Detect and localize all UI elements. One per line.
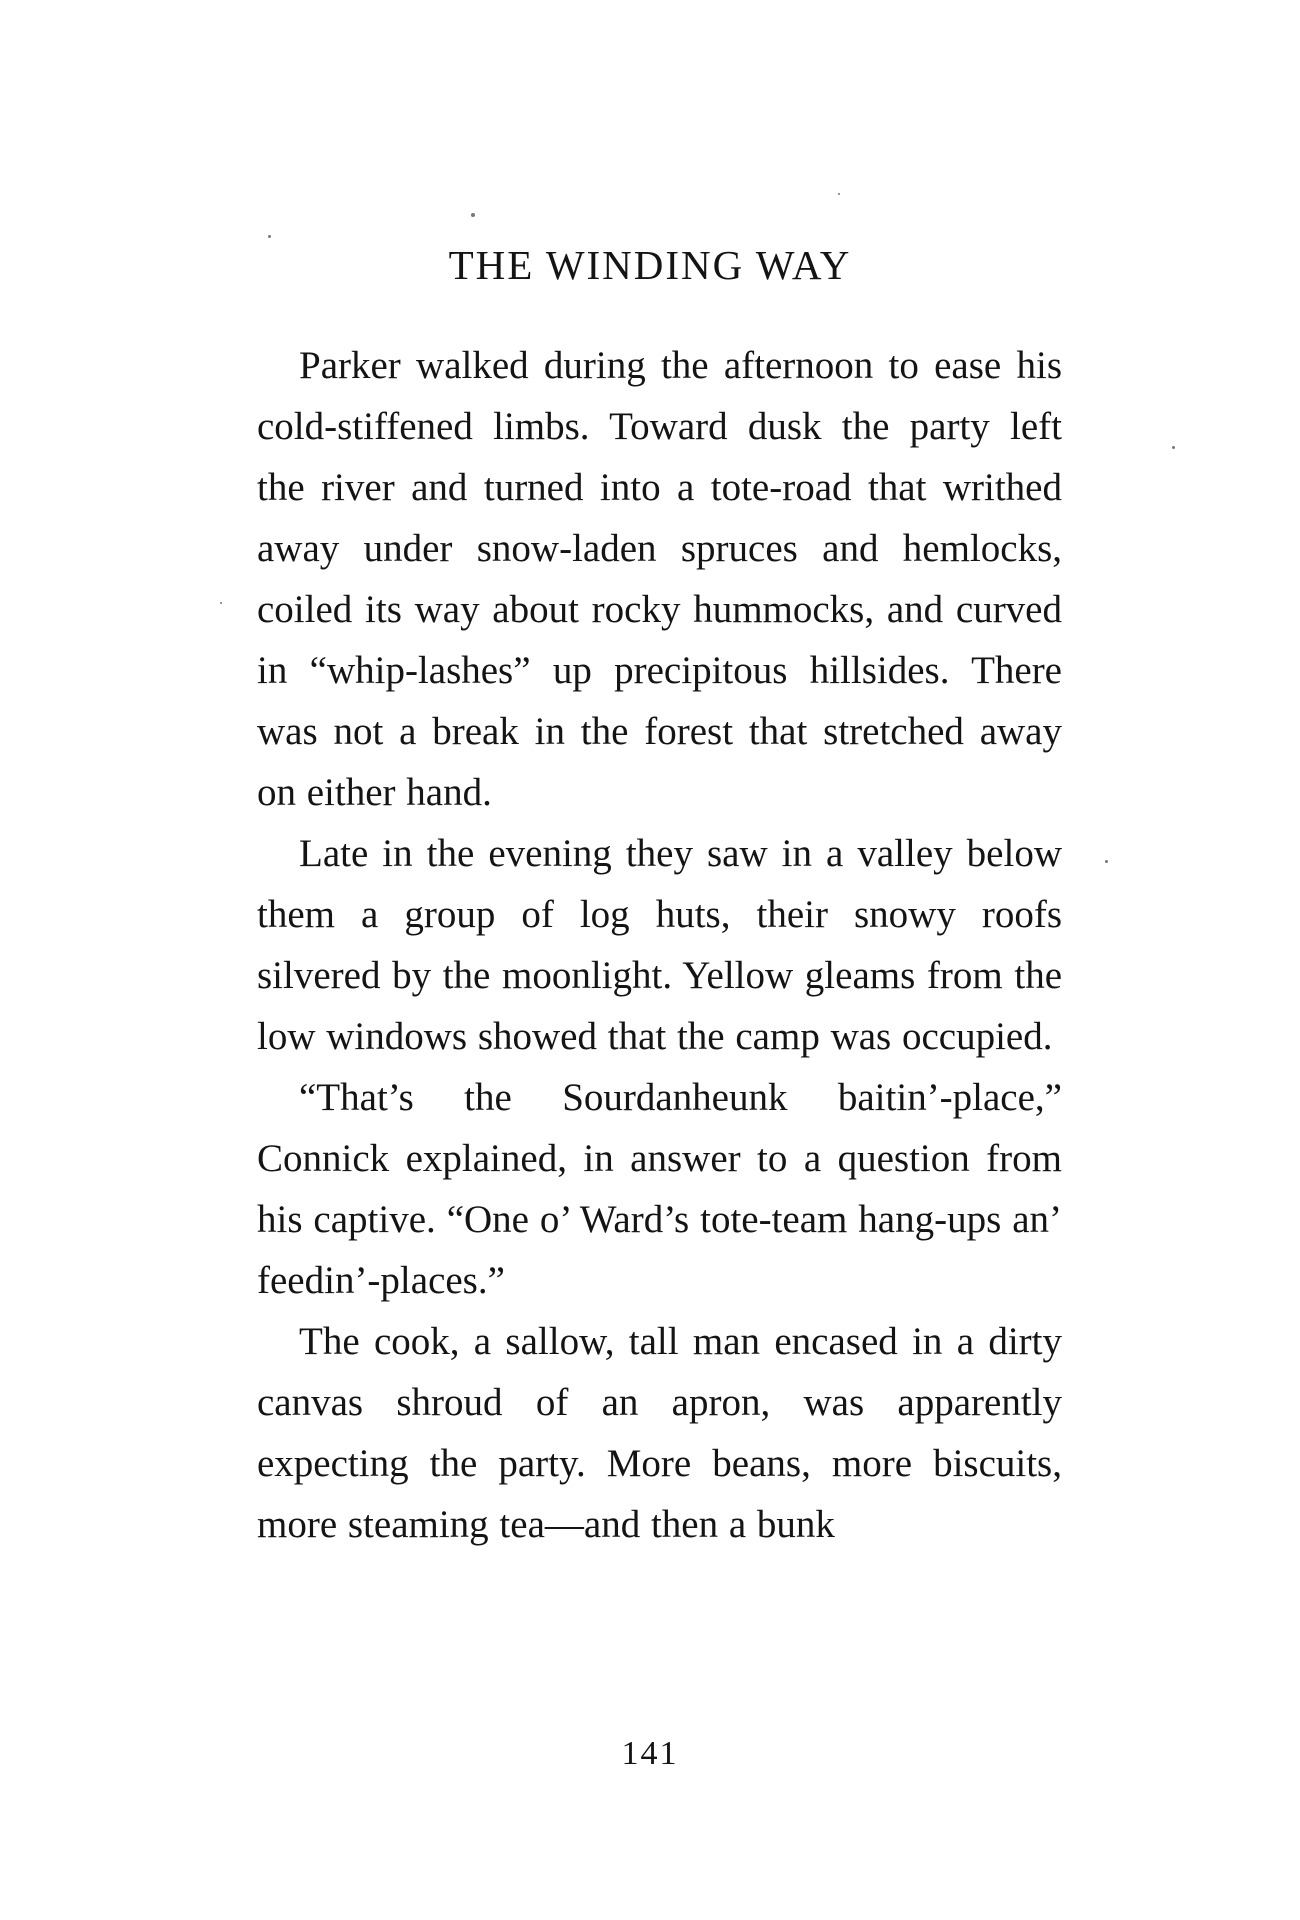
print-speck <box>268 235 271 238</box>
running-head: THE WINDING WAY <box>448 242 852 288</box>
body-text <box>257 335 1062 1555</box>
paragraph: Late in the evening they saw in a valley below them a group of log huts, their snowy roofs silvered by the moonlight. Yellow gleams from the low windows showed that the camp was occupied. <box>257 832 1062 1058</box>
print-speck <box>471 213 475 217</box>
paragraph: “That’s the Sourdanheunk baitin’-place,” Connick explained, in answer to a question from his captive. “One o’ Ward’s tote-team hang-ups an’ feedin’-places.” <box>257 1076 1062 1302</box>
paragraph: Parker walked during the afternoon to ease his cold-stiffened limbs. Toward dusk the party left the river and turned into a tote-road that writhed away under snow-laden spruces and hemlocks, coiled its way about rocky hummocks, and curved in “whip-lashes” up precipitous hillsides. There was not a break in the forest that stretched away on either hand. <box>257 344 1062 814</box>
page-number: 141 <box>621 1735 679 1772</box>
paragraph: The cook, a sallow, tall man encased in a dirty canvas shroud of an apron, was apparently expecting the party. More beans, more biscuits, more steaming tea—and then a bunk <box>257 1320 1062 1546</box>
print-speck <box>220 602 222 604</box>
print-speck <box>838 193 840 195</box>
print-speck <box>1105 860 1108 863</box>
print-speck <box>1172 446 1175 449</box>
